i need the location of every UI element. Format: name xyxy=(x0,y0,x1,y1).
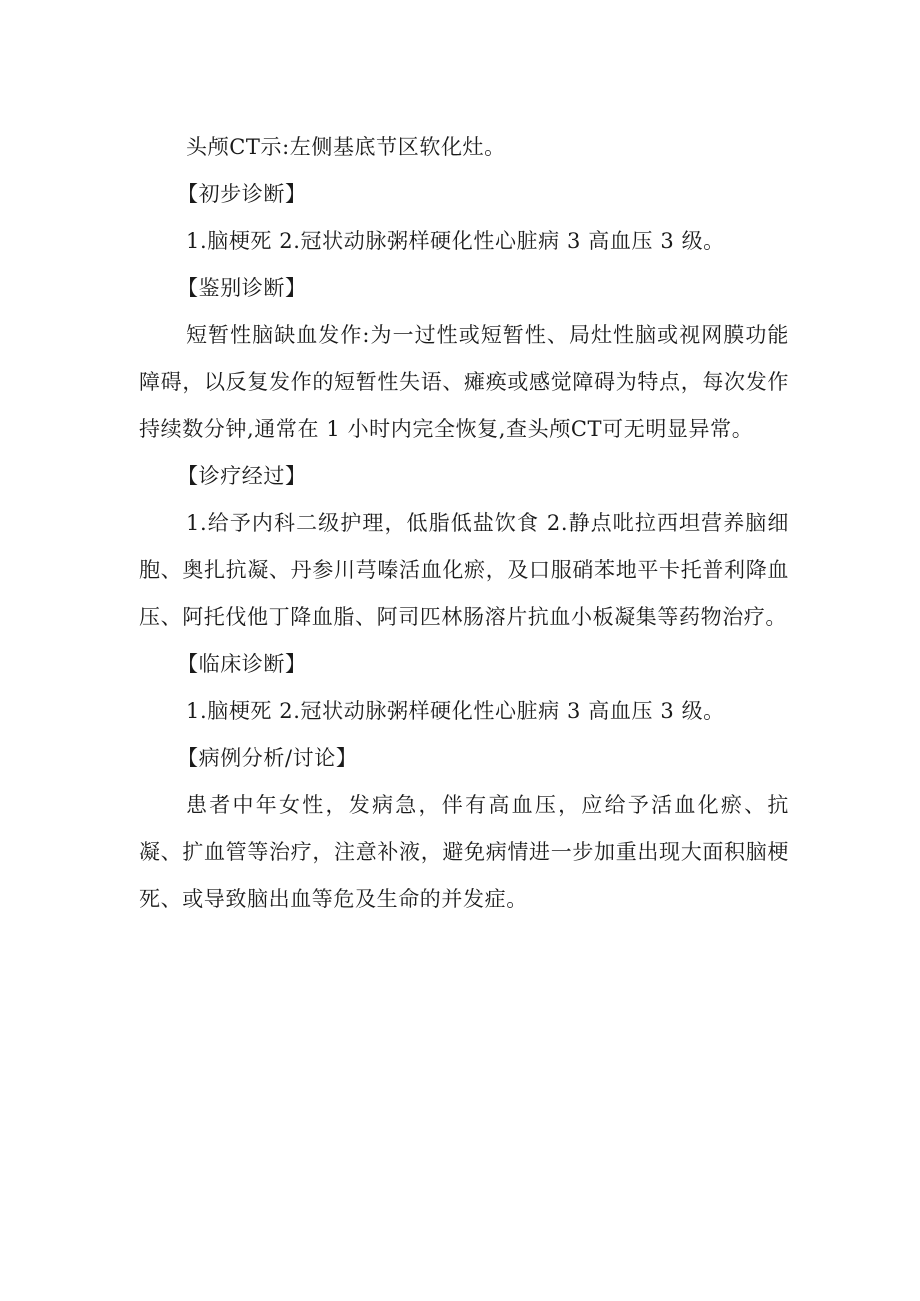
document-page xyxy=(139,124,789,923)
initial-diagnosis-heading: 【初步诊断】 xyxy=(177,182,307,206)
ct-result-paragraph: 头颅CT示:左侧基底节区软化灶。 xyxy=(186,135,506,159)
differential-diagnosis-heading: 【鉴别诊断】 xyxy=(177,276,307,300)
treatment-course-heading: 【诊疗经过】 xyxy=(177,464,307,488)
clinical-diagnosis-paragraph: 1.脑梗死 2.冠状动脉粥样硬化性心脏病 3 高血压 3 级。 xyxy=(186,699,725,723)
case-analysis-heading: 【病例分析/讨论】 xyxy=(177,746,358,770)
differential-diagnosis-paragraph: 短暂性脑缺血发作:为一过性或短暂性、局灶性脑或视网膜功能障碍，以反复发作的短暂性失语、瘫痪或感觉障碍为特点，每次发作持续数分钟,通常在 1 小时内完全恢复,查头颅CT可无明显异常。 xyxy=(139,323,789,441)
treatment-course-paragraph: 1.给予内科二级护理，低脂低盐饮食 2.静点吡拉西坦营养脑细胞、奥扎抗凝、丹参川芎嗪活血化瘀，及口服硝苯地平卡托普利降血压、阿托伐他丁降血脂、阿司匹林肠溶片抗血小板凝集等药物治疗。 xyxy=(139,511,789,629)
clinical-diagnosis-heading: 【临床诊断】 xyxy=(177,652,307,676)
case-analysis-paragraph: 患者中年女性，发病急，伴有高血压，应给予活血化瘀、抗凝、扩血管等治疗，注意补液，避免病情进一步加重出现大面积脑梗死、或导致脑出血等危及生命的并发症。 xyxy=(139,793,789,911)
initial-diagnosis-paragraph: 1.脑梗死 2.冠状动脉粥样硬化性心脏病 3 高血压 3 级。 xyxy=(186,229,725,253)
